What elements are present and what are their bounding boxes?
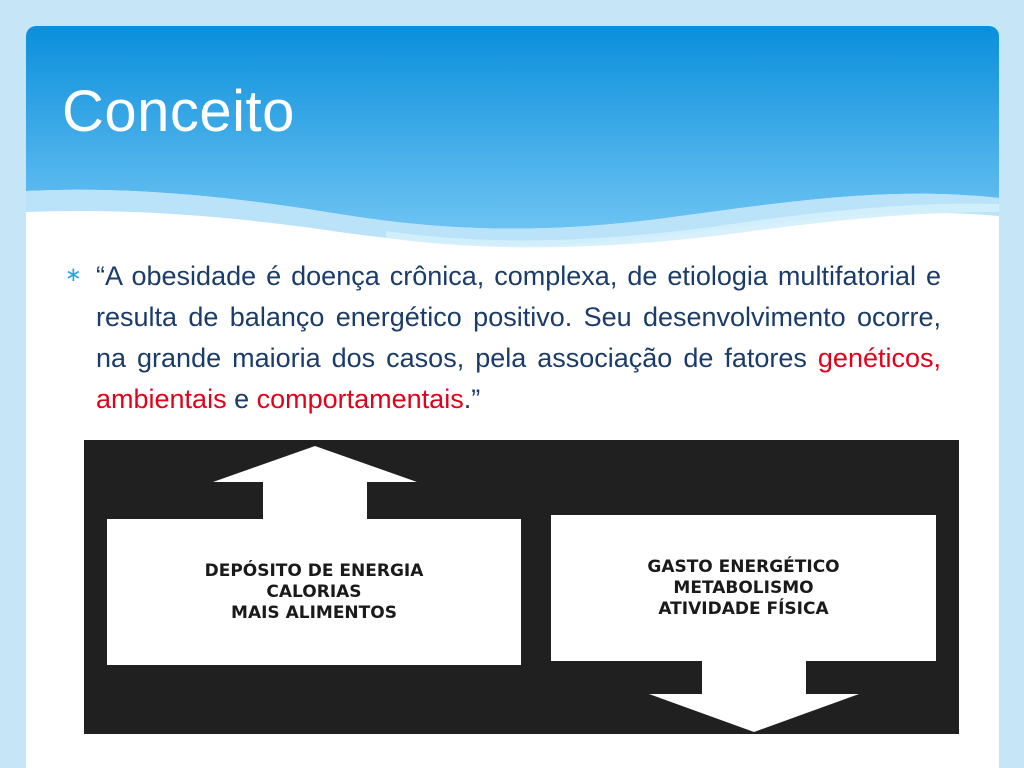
arrow-up-icon — [213, 446, 417, 520]
bullet-asterisk-icon: ∗ — [65, 264, 82, 286]
quote-text-part3: .” — [463, 384, 481, 414]
arrow-down-icon — [649, 660, 859, 732]
quote-text-part1: “A obesidade é doença crônica, complexa, de etiologia multifatorial e resulta de balanço energético positivo. Seu desenvolvimento ocorre, na grande maioria dos casos, pela associação de fatores — [96, 261, 941, 373]
energy-deposit-box — [107, 519, 521, 665]
energy-balance-diagram — [84, 440, 959, 734]
energy-deposit-line-3: MAIS ALIMENTOS — [231, 602, 397, 623]
quote-highlight-genetic-environmental: genéticos, ambientais — [96, 343, 941, 414]
energy-expenditure-line-2: METABOLISMO — [673, 577, 814, 598]
energy-expenditure-line-1: GASTO ENERGÉTICO — [647, 556, 840, 577]
obesity-definition-quote — [96, 256, 941, 420]
slide-header-banner — [26, 26, 999, 256]
energy-deposit-line-1: DEPÓSITO DE ENERGIA — [204, 560, 424, 581]
energy-expenditure-line-3: ATIVIDADE FÍSICA — [658, 598, 829, 619]
energy-deposit-line-2: CALORIAS — [266, 581, 362, 602]
quote-highlight-behavioral: comportamentais — [256, 384, 464, 414]
energy-expenditure-box — [551, 515, 936, 661]
quote-text-part2: e — [226, 384, 257, 414]
slide-title: Conceito — [62, 79, 295, 144]
